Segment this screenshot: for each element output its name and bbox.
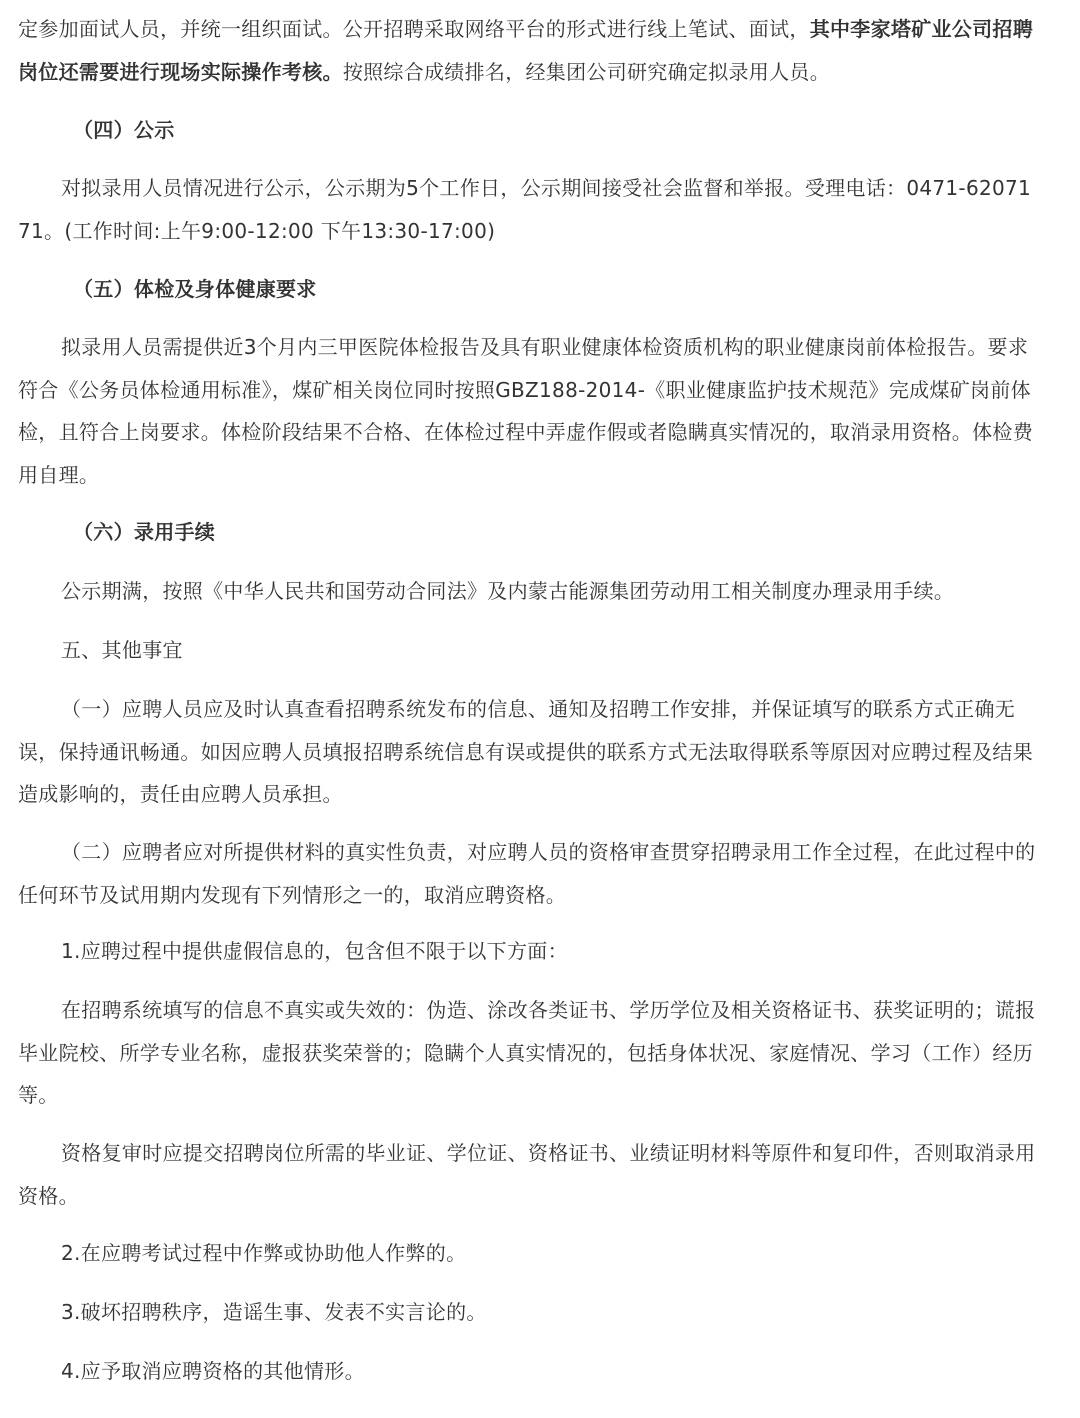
paragraph-authenticity: （二）应聘者应对所提供材料的真实性负责，对应聘人员的资格审查贯穿招聘录用工作全过程，在此过程中的任何环节及试用期内发现有下列情形之一的，取消应聘资格。 [18, 840, 1036, 907]
list-item-disruption: 3.破坏招聘秩序，造谣生事、发表不实言论的。 [61, 1300, 487, 1324]
interview-text-start: 定参加面试人员，并统一组织面试。公开招聘采取网络平台的形式进行线上笔试、面试， [18, 17, 810, 41]
interview-text-end: 按照综合成绩排名，经集团公司研究确定拟录用人员。 [342, 59, 831, 84]
paragraph-false-info-details: 在招聘系统填写的信息不真实或失效的：伪造、涂改各类证书、学历学位及相关资格证书、获奖证明的；谎报毕业院校、所学专业名称，虚报获奖荣誉的；隐瞒个人真实情况的，包括身体状况、家庭情况、学习（工作）经历等。 [18, 998, 1036, 1107]
list-item-false-info: 1.应聘过程中提供虚假信息的，包含但不限于以下方面： [61, 939, 568, 963]
list-item-cheating: 2.在应聘考试过程中作弊或协助他人作弊的。 [61, 1241, 467, 1265]
heading-publicity: （四）公示 [73, 118, 175, 142]
paragraph-qualification-review: 资格复审时应提交招聘岗位所需的毕业证、学位证、资格证书、业绩证明材料等原件和复印件，否则取消录用资格。 [18, 1141, 1036, 1208]
section-other-matters: 五、其他事宜 [61, 638, 183, 662]
list-item-other-cases: 4.应予取消应聘资格的其他情形。 [61, 1359, 365, 1383]
heading-medical-exam: （五）体检及身体健康要求 [73, 277, 317, 301]
paragraph-employment-procedures: 公示期满，按照《中华人民共和国劳动合同法》及内蒙古能源集团劳动用工相关制度办理录用手续。 [61, 579, 955, 603]
heading-employment-procedures: （六）录用手续 [73, 520, 216, 544]
paragraph-interview-arrangement [18, 8, 1040, 93]
interview-text-bold: 其中李家塔矿业公司招聘岗位还需要进行现场实际操作考核。 [18, 17, 1034, 84]
paragraph-check-info: （一）应聘人员应及时认真查看招聘系统发布的信息、通知及招聘工作安排，并保证填写的联系方式正确无误，保持通讯畅通。如因应聘人员填报招聘系统信息有误或提供的联系方式无法取得联系等原因对应聘过程及结果造成影响的，责任由应聘人员承担。 [18, 697, 1033, 806]
paragraph-medical-exam: 拟录用人员需提供近3个月内三甲医院体检报告及具有职业健康体检资质机构的职业健康岗前体检报告。要求符合《公务员体检通用标准》，煤矿相关岗位同时按照GBZ188-2014-《职业健康监护技术规范》完成煤矿岗前体检，且符合上岗要求。体检阶段结果不合格、在体检过程中弄虚作假或者隐瞒真实情况的，取消录用资格。体检费用自理。 [18, 335, 1033, 487]
paragraph-publicity: 对拟录用人员情况进行公示，公示期为5个工作日，公示期间接受社会监督和举报。受理电话：0471-6207171。(工作时间:上午9:00-12:00 下午13:30-17:00) [18, 176, 1032, 243]
